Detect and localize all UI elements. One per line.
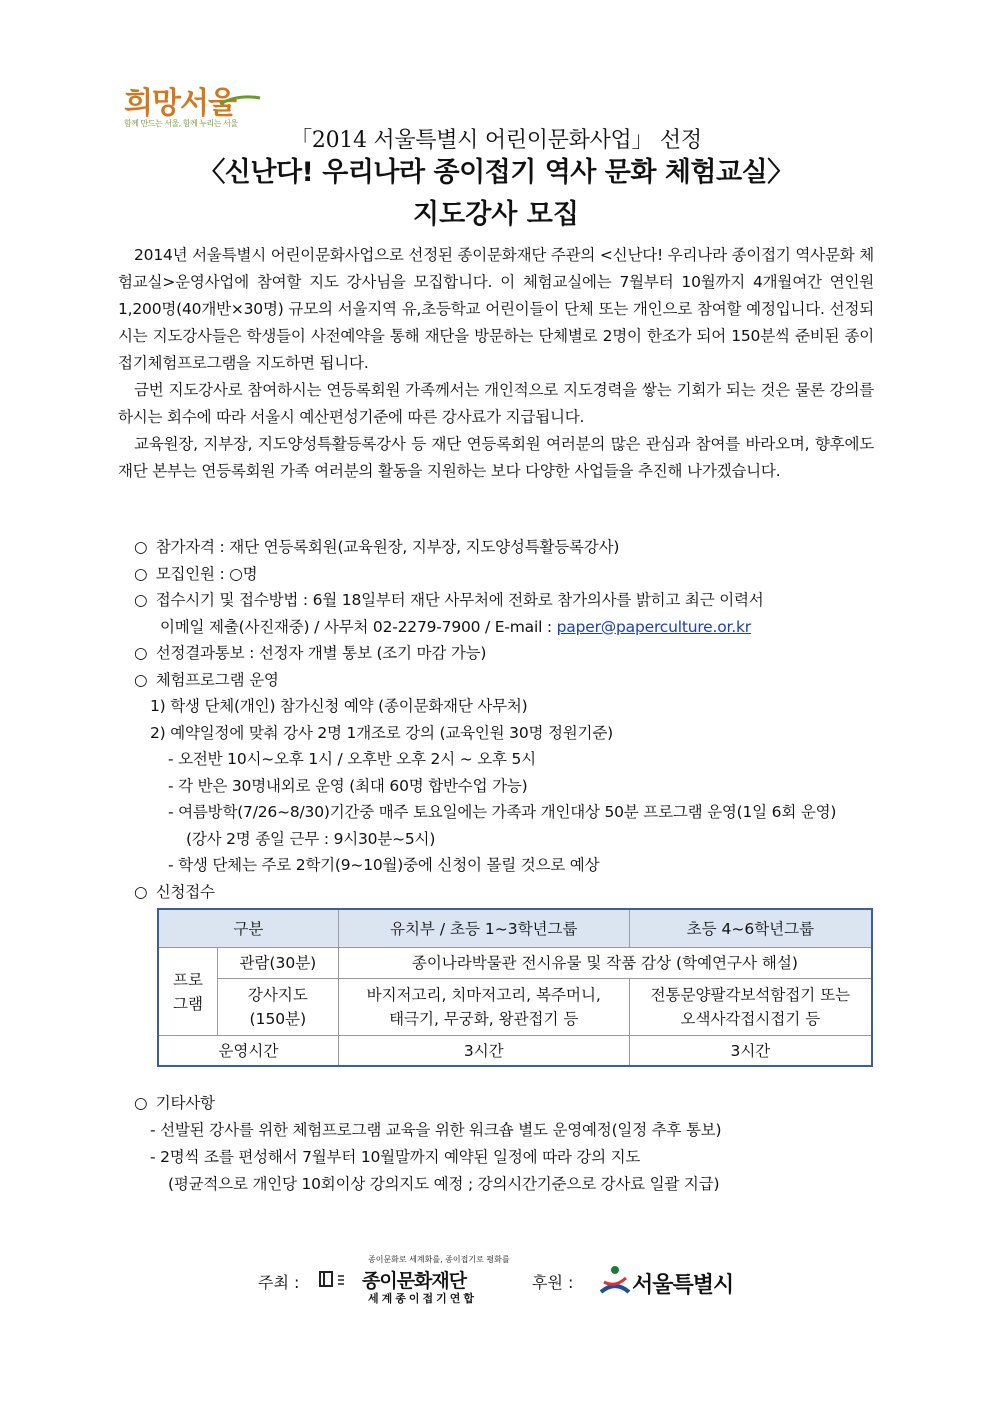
table-row [158, 948, 872, 979]
footer [0, 1255, 992, 1308]
circle-bullet-icon: ○ [134, 670, 148, 689]
email-link[interactable]: paper@paperculture.or.kr [556, 617, 751, 636]
program-step-2: 2) 예약일정에 맞춰 강사 2명 1개조로 강의 (교육인원 30명 정원기준) [150, 723, 613, 742]
table-row [158, 1036, 872, 1067]
qualification-text: 참가자격 : 재단 연등록회원(교육원장, 지부장, 지도양성특활등록강사) [155, 538, 620, 556]
etc-line: - 2명씩 조를 편성해서 7월부터 10월말까지 예약된 일정에 따라 강의 지도 [150, 1148, 641, 1166]
table-header-category: 구분 [158, 909, 338, 948]
result-text: 선정결과통보 : 선정자 개별 통보 (조기 마감 가능) [155, 644, 487, 662]
sponsor-name: 서울특별시 [632, 1273, 734, 1298]
row-label: 운영시간 [158, 1036, 338, 1067]
cell-line: 오색사각접시접기 등 [680, 1010, 821, 1028]
list-item [134, 720, 894, 747]
details-list [134, 534, 894, 905]
program-step-2c-note: (강사 2명 종일 근무 : 9시30분~5시) [186, 829, 436, 848]
program-label-2: 그램 [173, 994, 203, 1013]
org-tagline: 종이문화로 세계화를, 종이접기로 평화를 [368, 1255, 510, 1264]
table-header-group2: 초등 4~6학년그룹 [629, 909, 872, 948]
paper-culture-logo [318, 1255, 510, 1306]
org-sub: 세계종이접기연합 [368, 1292, 478, 1305]
list-item [134, 852, 894, 879]
list-item [134, 640, 894, 667]
etc-line: (평균적으로 개인당 10회이상 강의지도 예정 ; 강의시간기준으로 강사료 일괄 지급) [168, 1175, 720, 1193]
logo-tagline: 함께 만드는 서울, 함께 누리는 서울 [124, 119, 238, 128]
program-step-2d: - 학생 단체는 주로 2학기(9~10월)중에 신청이 몰릴 것으로 예상 [168, 856, 600, 874]
circle-bullet-icon: ○ [134, 591, 148, 609]
table-cell: 종이나라박물관 전시유물 및 작품 감상 (학예연구사 해설) [338, 948, 872, 979]
list-item [134, 1090, 894, 1117]
seoul-emblem-icon [598, 1262, 632, 1302]
etc-line: - 선발된 강사를 위한 체험프로그램 교육을 위한 워크숍 별도 운영예정(일정 추후 통보) [150, 1121, 722, 1139]
etc-title: 기타사항 [155, 1094, 215, 1112]
application-table [157, 908, 873, 1067]
logo-brand: 희망서울 [124, 86, 236, 121]
list-item [134, 693, 894, 720]
table-row [158, 909, 872, 948]
logo-swoosh-icon [218, 92, 262, 108]
cell-line: 전통문양팔각보석함접기 또는 [650, 986, 851, 1004]
table-row [158, 979, 872, 1036]
program-step-2a: - 오전반 10시~오후 1시 / 오후반 오후 2시 ~ 오후 5시 [168, 750, 536, 768]
circle-bullet-icon: ○ [134, 644, 148, 662]
table-cell: 3시간 [629, 1036, 872, 1067]
list-item [134, 1171, 894, 1198]
list-item [134, 1117, 894, 1144]
intro-paragraph: 2014년 서울특별시 어린이문화사업으로 선정된 종이문화재단 주관의 <신난다! 우리나라 종이접기 역사문화 체험교실>운영사업에 참여할 지도 강사님을 모집합니다. 이 체험교실에는 7월부터 10월까지 4개월여간 연인원 1,200명(40개반×30명) 규모의 서울지역 유,초등학교 어린이들이 단체 또는 개인으로 참여할 예정입니다. 선정되시는 지도강사들은 학생들이 사전예약을 통해 재단을 방문하는 단체별로 2명이 한조가 되어 150분씩 준비된 종이접기체험프로그램을 지도하면 됩니다. [118, 246, 874, 372]
intro-paragraph: 교육원장, 지부장, 지도양성특활등록강사 등 재단 연등록회원 여러분의 많은 관심과 참여를 바라오며, 향후에도 재단 본부는 연등록회원 가족 여러분의 활동을 지원하는 보다 다양한 사업들을 추진해 나가겠습니다. [118, 435, 874, 480]
program-label-cell [158, 948, 218, 1036]
apply-method-text: 접수시기 및 접수방법 : 6월 18일부터 재단 사무처에 전화로 참가의사를 밝히고 최근 이력서 [155, 591, 764, 609]
list-item [134, 561, 894, 588]
table-cell [629, 979, 872, 1036]
row-label-line: (150분) [249, 1010, 307, 1028]
table-header-group1: 유치부 / 초등 1~3학년그룹 [338, 909, 629, 948]
program-step-2c: - 여름방학(7/26~8/30)기간중 매주 토요일에는 가족과 개인대상 50분 프로그램 운영(1일 6회 운영) [168, 803, 837, 821]
list-item [134, 534, 894, 561]
apply-contact-text: 이메일 제출(사진재중) / 사무처 02-2279-7900 / E-mail : [160, 617, 557, 636]
intro-text [118, 242, 874, 485]
list-item [134, 614, 894, 641]
row-label [218, 979, 339, 1036]
paper-fold-icon [318, 1268, 358, 1292]
page-title-2: 지도강사 모집 [413, 199, 579, 230]
apply-section-title: 신청접수 [155, 882, 215, 901]
sponsor-label: 후원 : [532, 1273, 574, 1292]
cell-line: 바지저고리, 치마저고리, 복주머니, [366, 986, 601, 1004]
program-label-1: 프로 [173, 970, 203, 989]
cell-line: 태극기, 무궁화, 왕관접기 등 [389, 1010, 579, 1028]
program-text: 체험프로그램 운영 [155, 670, 279, 689]
list-item [134, 799, 894, 826]
list-item [134, 1144, 894, 1171]
list-item [134, 667, 894, 694]
intro-paragraph: 금번 지도강사로 참여하시는 연등록회원 가족께서는 개인적으로 지도경력을 쌓는 기회가 되는 것은 물론 강의를 하시는 회수에 따라 서울시 예산편성기준에 따른 강사료가 지급됩니다. [118, 381, 874, 426]
host-label: 주최 : [258, 1273, 300, 1292]
etc-section [134, 1090, 894, 1198]
row-label: 관람(30분) [218, 948, 339, 979]
page-subtitle: 「2014 서울특별시 어린이문화사업」 선정 [290, 128, 702, 153]
list-item [134, 826, 894, 853]
circle-bullet-icon: ○ [134, 538, 148, 556]
list-item [134, 587, 894, 614]
circle-bullet-icon: ○ [134, 882, 148, 901]
seoul-logo [598, 1262, 748, 1304]
page-title: 〈신난다! 우리나라 종이접기 역사 문화 체험교실〉 [198, 157, 794, 188]
table-cell [338, 979, 629, 1036]
list-item [134, 746, 894, 773]
list-item [134, 879, 894, 906]
table-cell: 3시간 [338, 1036, 629, 1067]
circle-bullet-icon: ○ [134, 1094, 148, 1112]
org-name: 종이문화재단 [362, 1270, 467, 1292]
program-step-2b: - 각 반은 30명내외로 운영 (최대 60명 합반수업 가능) [168, 776, 528, 795]
row-label-line: 강사지도 [247, 986, 308, 1004]
program-step-1: 1) 학생 단체(개인) 참가신청 예약 (종이문화재단 사무처) [150, 697, 528, 715]
circle-bullet-icon: ○ [134, 564, 148, 583]
recruit-text: 모집인원 : ○명 [155, 564, 258, 583]
list-item [134, 773, 894, 800]
